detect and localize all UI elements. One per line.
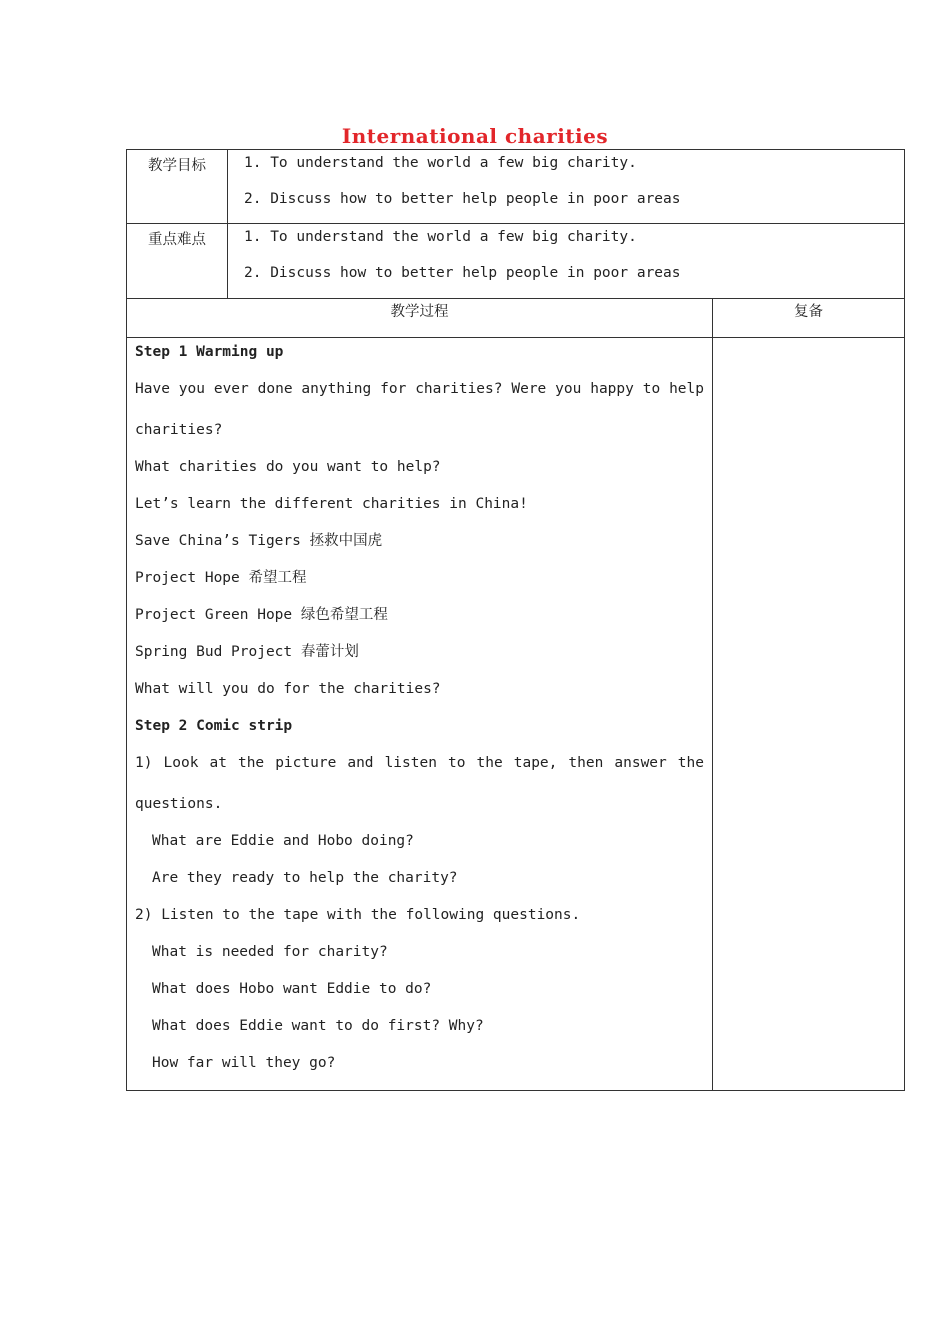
key-point-item: 2. Discuss how to better help people in poor areas xyxy=(244,265,681,281)
step1-question: Let’s learn the different charities in China! xyxy=(135,496,528,512)
task2-question: What is needed for charity? xyxy=(152,944,388,960)
task2-question: What does Hobo want Eddie to do? xyxy=(152,981,432,997)
key-points-label: 重点难点 xyxy=(127,224,228,299)
process-header: 教学过程 xyxy=(127,299,713,338)
task1-question: What are Eddie and Hobo doing? xyxy=(152,833,414,849)
step1-question: What will you do for the charities? xyxy=(135,681,441,697)
objectives-label: 教学目标 xyxy=(127,150,228,224)
charity-item: Spring Bud Project 春蕾计划 xyxy=(135,644,359,660)
step2-task1-line1: 1) Look at the picture and listen to the tape, then answer the xyxy=(135,755,704,771)
objectives-content xyxy=(228,150,905,224)
step1-heading: Step 1 Warming up xyxy=(135,344,284,360)
task2-question: How far will they go? xyxy=(152,1055,336,1071)
content-row xyxy=(127,338,905,1091)
key-point-item: 1. To understand the world a few big charity. xyxy=(244,229,637,245)
step2-task1-line2: questions. xyxy=(135,796,223,812)
step1-question: What charities do you want to help? xyxy=(135,459,441,475)
step1-question-line1: Have you ever done anything for charities? Were you happy to help xyxy=(135,381,704,397)
key-points-content xyxy=(228,224,905,299)
prep-header: 复备 xyxy=(713,299,905,338)
prep-notes-cell xyxy=(713,338,905,1091)
step2-heading: Step 2 Comic strip xyxy=(135,718,293,734)
task1-question: Are they ready to help the charity? xyxy=(152,870,458,886)
task2-question: What does Eddie want to do first? Why? xyxy=(152,1018,484,1034)
objective-item: 1. To understand the world a few big charity. xyxy=(244,155,637,171)
charity-item: Save China’s Tigers 拯救中国虎 xyxy=(135,533,383,549)
step2-task2: 2) Listen to the tape with the following questions. xyxy=(135,907,581,923)
lesson-plan-table xyxy=(126,149,905,1091)
charity-item: Project Hope 希望工程 xyxy=(135,570,307,586)
objectives-row xyxy=(127,150,905,224)
teaching-process-cell xyxy=(127,338,713,1091)
objective-item: 2. Discuss how to better help people in poor areas xyxy=(244,191,681,207)
step1-question-line2: charities? xyxy=(135,422,223,438)
header-row xyxy=(127,299,905,338)
charity-item: Project Green Hope 绿色希望工程 xyxy=(135,607,388,623)
document-title: International charities xyxy=(341,124,609,148)
key-points-row xyxy=(127,224,905,299)
